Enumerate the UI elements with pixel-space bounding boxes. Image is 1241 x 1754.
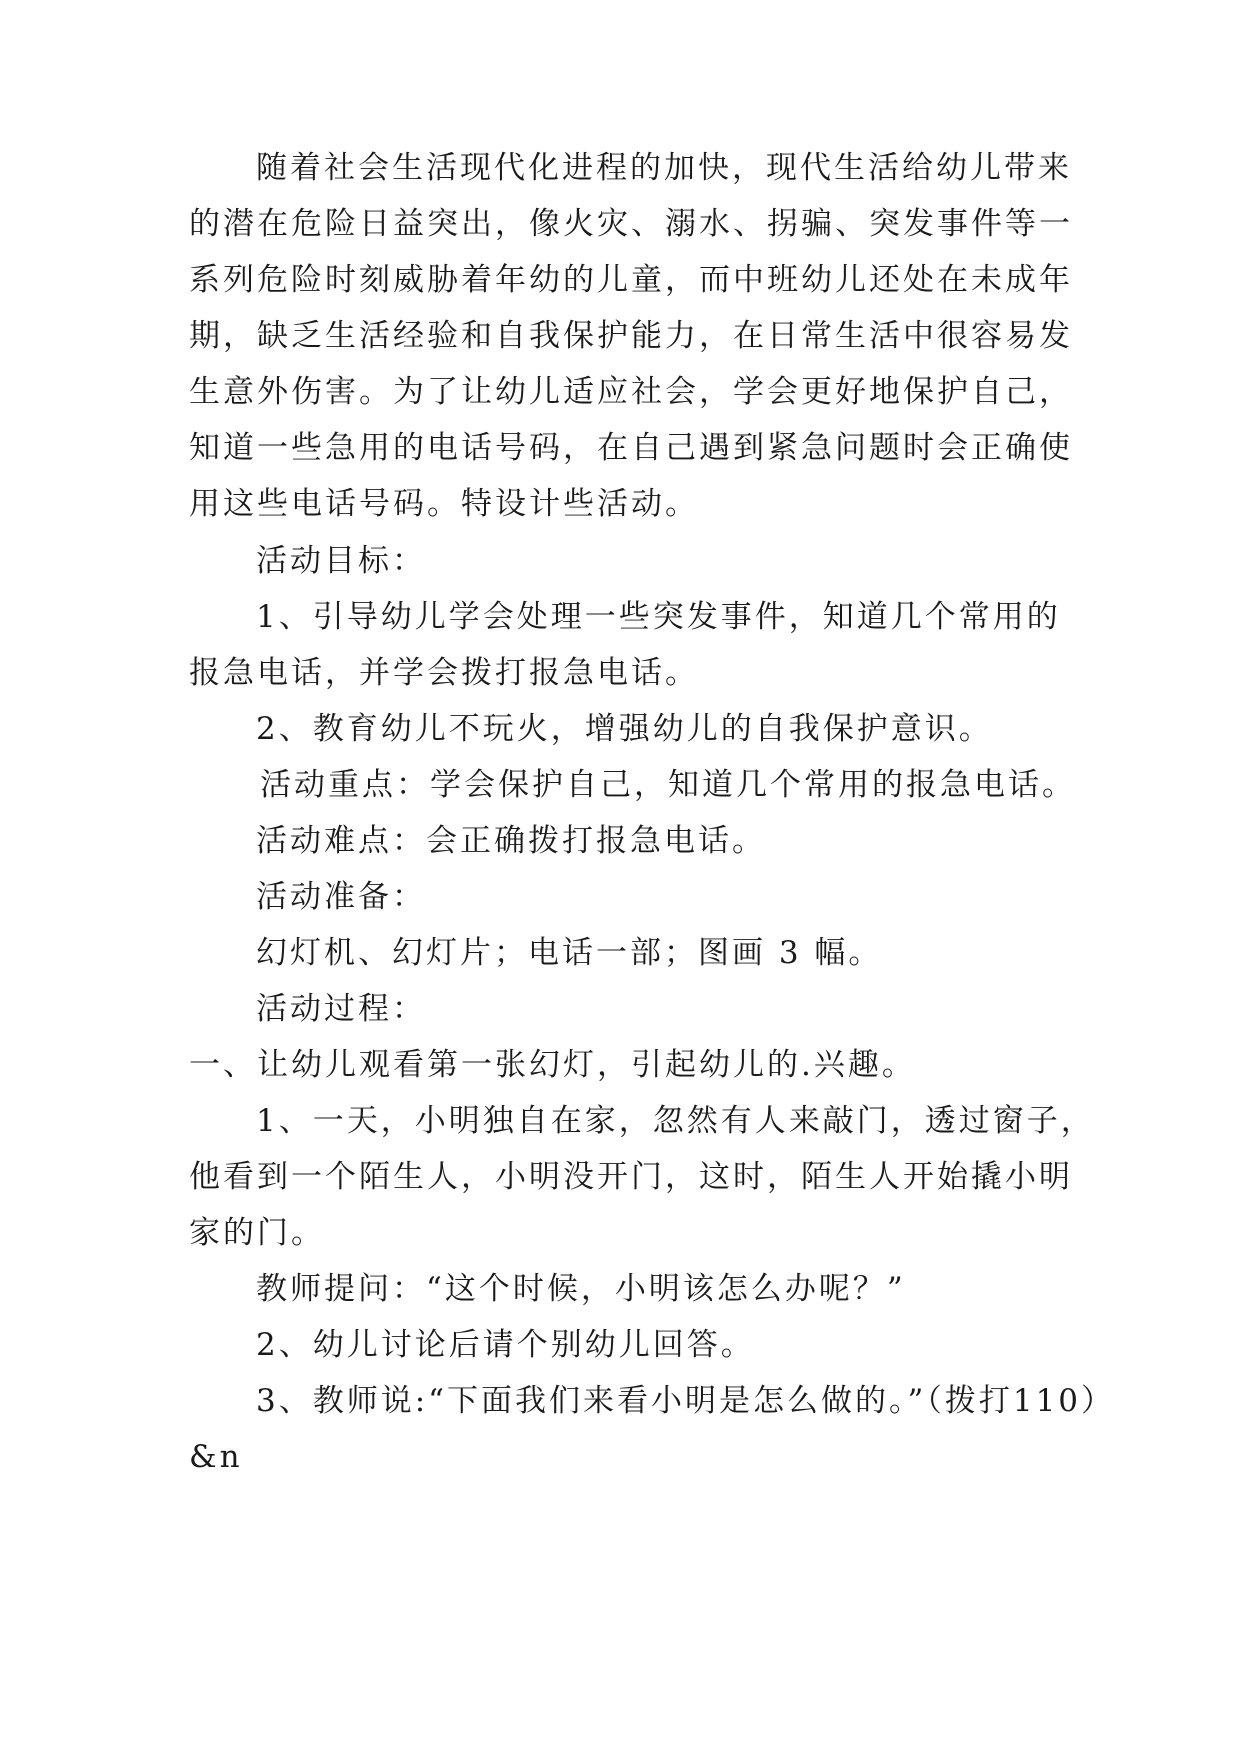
paragraph-line: 用这些电话号码。特设计些活动。 (189, 486, 699, 522)
paragraph-line: 知道一些急用的电话号码，在自己遇到紧急问题时会正确使 (189, 430, 1073, 466)
list-item-continuation: 家的门。 (189, 1215, 325, 1251)
paragraph-line: 的潜在危险日益突出，像火灾、溺水、拐骗、突发事件等一 (189, 206, 1073, 242)
materials-line: 幻灯机、幻灯片；电话一部；图画 3 幅。 (256, 935, 883, 971)
section-heading-preparation: 活动准备： (256, 879, 426, 915)
list-item-continuation: 报急电话，并学会拨打报急电话。 (189, 655, 699, 691)
teacher-question: 教师提问：“这个时候，小明该怎么办呢？” (256, 1271, 906, 1307)
paragraph-line: 系列危险时刻威胁着年幼的儿童，而中班幼儿还处在未成年 (189, 262, 1073, 298)
section-heading-process: 活动过程： (256, 991, 426, 1027)
list-item: 2、教育幼儿不玩火，增强幼儿的自我保护意识。 (256, 711, 993, 747)
paragraph-line: 生意外伤害。为了让幼儿适应社会，学会更好地保护自己， (189, 374, 1073, 410)
list-item: 1、引导幼儿学会处理一些突发事件，知道几个常用的 (256, 599, 1061, 635)
list-item-continuation: 他看到一个陌生人，小明没开门，这时，陌生人开始撬小明 (189, 1159, 1073, 1195)
step-heading: 一、让幼儿观看第一张幻灯，引起幼儿的.兴趣。 (189, 1047, 916, 1083)
list-item: 2、幼儿讨论后请个别幼儿回答。 (256, 1327, 755, 1363)
trailing-text: &n (189, 1439, 243, 1475)
list-item: 3、教师说:“下面我们来看小明是怎么做的。”（拨打110） (256, 1383, 1116, 1419)
paragraph-line: 随着社会生活现代化进程的加快，现代生活给幼儿带来 (256, 150, 1072, 186)
list-item: 1、一天，小明独自在家，忽然有人来敲门，透过窗子， (256, 1103, 1095, 1139)
section-heading-goals: 活动目标： (256, 543, 426, 579)
paragraph-line: 期，缺乏生活经验和自我保护能力，在日常生活中很容易发 (189, 318, 1073, 354)
key-point-line: 活动重点：学会保护自己，知道几个常用的报急电话。 (260, 767, 1076, 803)
difficulty-line: 活动难点：会正确拨打报急电话。 (256, 823, 766, 859)
